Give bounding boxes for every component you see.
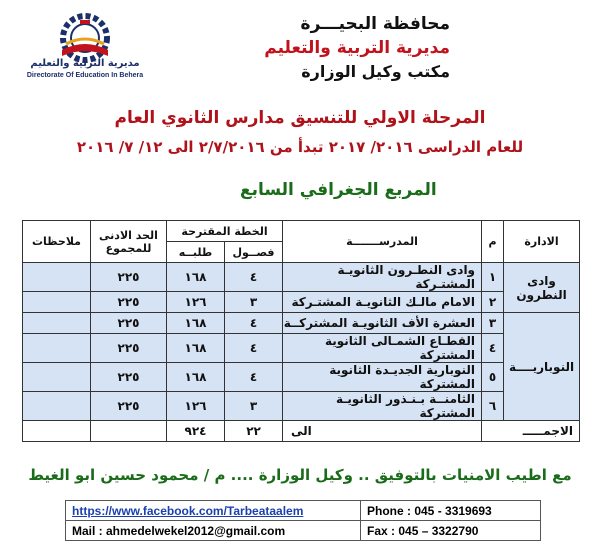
year-line: للعام الدراسى ٢٠١٦/ ٢٠١٧ تبدأ من ٢/٧/٢٠١٦ الى ١٢/ ٧/ ٢٠١٦ bbox=[76, 138, 524, 156]
notes-cell bbox=[23, 313, 91, 334]
notes-cell bbox=[23, 363, 91, 392]
admin-cell: النوباريــــة bbox=[504, 313, 580, 421]
schools-table bbox=[22, 220, 580, 442]
notes-cell bbox=[23, 292, 91, 313]
col-classes: فصــول bbox=[225, 242, 283, 263]
min-cell: ٢٢٥ bbox=[91, 334, 167, 363]
total-label: الاجمـــــ bbox=[482, 421, 580, 442]
school-cell: النوبارية الجديـدة الثانوية المشتركة bbox=[283, 363, 482, 392]
total-notes bbox=[23, 421, 91, 442]
classes-cell: ٤ bbox=[225, 263, 283, 292]
table-row bbox=[23, 363, 580, 392]
num-cell: ٤ bbox=[482, 334, 504, 363]
table-row bbox=[23, 292, 580, 313]
col-plan: الخطة المقترحة bbox=[167, 221, 283, 242]
fax-text: Fax : 045 – 3322790 bbox=[361, 521, 541, 541]
num-cell: ٦ bbox=[482, 392, 504, 421]
col-students: طلبــه bbox=[167, 242, 225, 263]
square-title: المربع الجغرافي السابع bbox=[240, 180, 437, 200]
col-min: الحد الادنى للمجموع bbox=[91, 221, 167, 263]
students-cell: ١٢٦ bbox=[167, 392, 225, 421]
total-suffix: الى bbox=[283, 421, 482, 442]
table-row bbox=[23, 334, 580, 363]
wishes-line: مع اطيب الامنيات بالتوفيق .. وكيل الوزارة .... م / محمود حسين ابو الغيط bbox=[28, 466, 572, 484]
students-cell: ١٦٨ bbox=[167, 334, 225, 363]
students-cell: ١٦٨ bbox=[167, 363, 225, 392]
table-row bbox=[23, 263, 580, 292]
students-cell: ١٦٨ bbox=[167, 263, 225, 292]
table-row bbox=[23, 313, 580, 334]
logo-arabic-text: مديرية التربية والتعليم bbox=[30, 58, 140, 69]
total-students: ٩٢٤ bbox=[167, 421, 225, 442]
total-min bbox=[91, 421, 167, 442]
classes-cell: ٤ bbox=[225, 334, 283, 363]
total-classes: ٢٢ bbox=[225, 421, 283, 442]
classes-cell: ٣ bbox=[225, 292, 283, 313]
directorate-title: مديرية التربية والتعليم bbox=[264, 38, 450, 58]
total-row bbox=[23, 421, 580, 442]
admin-cell: وادى النطرون bbox=[504, 263, 580, 313]
min-cell: ٢٢٥ bbox=[91, 392, 167, 421]
min-cell: ٢٢٥ bbox=[91, 363, 167, 392]
office-title: مكتب وكيل الوزارة bbox=[301, 62, 450, 81]
mail-text: Mail : ahmedelwekel2012@gmail.com bbox=[66, 521, 361, 541]
school-cell: الثامنــة بـنـذور الثانويـة المشتركة bbox=[283, 392, 482, 421]
min-cell: ٢٢٥ bbox=[91, 292, 167, 313]
school-cell: العشرة الأف الثانويـة المشتركــة bbox=[283, 313, 482, 334]
students-cell: ١٢٦ bbox=[167, 292, 225, 313]
num-cell: ٥ bbox=[482, 363, 504, 392]
min-cell: ٢٢٥ bbox=[91, 313, 167, 334]
facebook-link[interactable] bbox=[66, 501, 361, 521]
classes-cell: ٤ bbox=[225, 313, 283, 334]
col-num: م bbox=[482, 221, 504, 263]
notes-cell bbox=[23, 263, 91, 292]
num-cell: ٢ bbox=[482, 292, 504, 313]
col-school: المدرســـــــة bbox=[283, 221, 482, 263]
classes-cell: ٤ bbox=[225, 363, 283, 392]
num-cell: ٣ bbox=[482, 313, 504, 334]
header-row bbox=[23, 221, 580, 242]
school-cell: الامام مالـك الثانويـة المشتـركة bbox=[283, 292, 482, 313]
school-cell: القطـاع الشمـالى الثانوية المشتركة bbox=[283, 334, 482, 363]
col-admin: الادارة bbox=[504, 221, 580, 263]
notes-cell bbox=[23, 392, 91, 421]
facebook-url[interactable]: https://www.facebook.com/Tarbeataalem bbox=[72, 503, 304, 518]
num-cell: ١ bbox=[482, 263, 504, 292]
table-row bbox=[23, 392, 580, 421]
notes-cell bbox=[23, 334, 91, 363]
governorate-title: محافظة البحيـــرة bbox=[300, 14, 450, 34]
classes-cell: ٣ bbox=[225, 392, 283, 421]
school-cell: وادى النطـرون الثانويـة المشتـركة bbox=[283, 263, 482, 292]
phone-text: Phone : 045 - 3319693 bbox=[361, 501, 541, 521]
logo-english-text: Directorate Of Education In Behera bbox=[26, 72, 144, 79]
min-cell: ٢٢٥ bbox=[91, 263, 167, 292]
students-cell: ١٦٨ bbox=[167, 313, 225, 334]
contact-box bbox=[65, 500, 541, 541]
stage-title: المرحلة الاولي للتنسيق مدارس الثانوي العام bbox=[114, 108, 486, 128]
col-notes: ملاحظات bbox=[23, 221, 91, 263]
